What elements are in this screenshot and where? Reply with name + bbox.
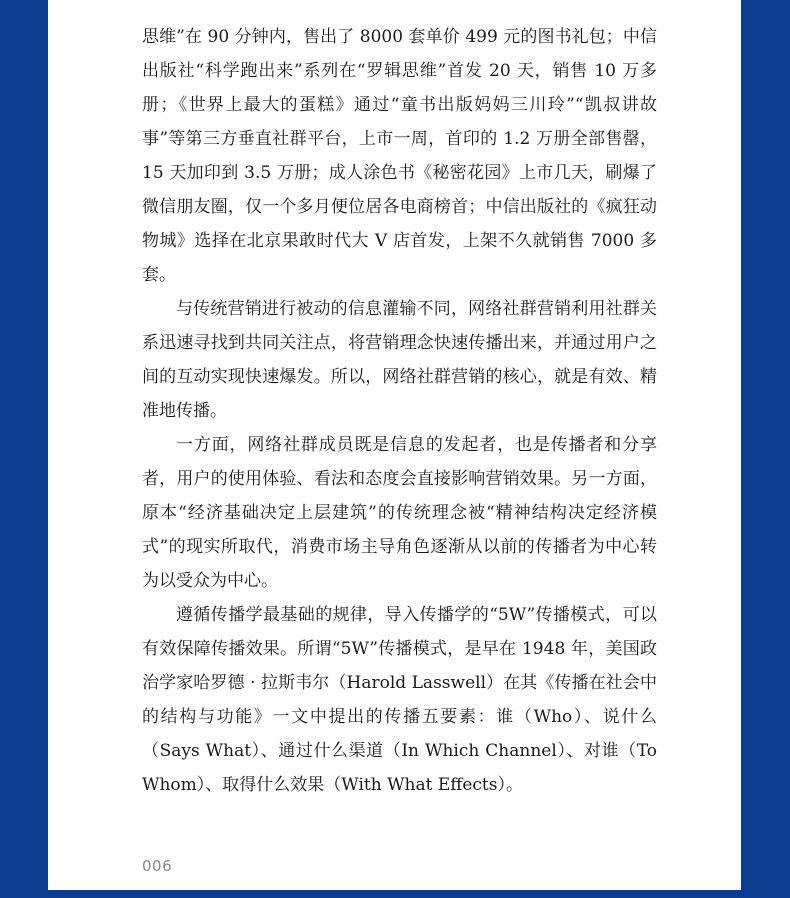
page-number: 006: [142, 857, 173, 875]
paragraph-2: 与传统营销进行被动的信息灌输不同，网络社群营销利用社群关系迅速寻找到共同关注点，将营销理念快速传播出来，并通过用户之间的互动实现快速爆发。所以，网络社群营销的核心，就是有效、精准地传播。: [142, 299, 657, 421]
body-text: [142, 20, 657, 802]
book-page: [48, 0, 741, 890]
paragraph-4: 遵循传播学最基础的规律，导入传播学的“5W”传播模式，可以有效保障传播效果。所谓“5W”传播模式，是早在 1948 年，美国政治学家哈罗德 · 拉斯韦尔（Harold Lasswell）在其《传播在社会中的结构与功能》一文中提出的传播五要素：谁（Who）、说什么（Says What）、通过什么渠道（In Which Channel）、对谁（To Whom）、取得什么效果（With What Effects）。: [142, 605, 657, 795]
paragraph-1: 思维”在 90 分钟内，售出了 8000 套单价 499 元的图书礼包；中信出版社“科学跑出来”系列在“罗辑思维”首发 20 天，销售 10 万多册；《世界上最大的蛋糕》通过“童书出版妈妈三川玲”“凯叔讲故事”等第三方垂直社群平台，上市一周，首印的 1.2 万册全部售罄，15 天加印到 3.5 万册；成人涂色书《秘密花园》上市几天，刷爆了微信朋友圈，仅一个多月便位居各电商榜首；中信出版社的《疯狂动物城》选择在北京果敢时代大 V 店首发，上架不久就销售 7000 多套。: [142, 27, 657, 285]
paragraph-3: 一方面，网络社群成员既是信息的发起者，也是传播者和分享者，用户的使用体验、看法和态度会直接影响营销效果。另一方面，原本“经济基础决定上层建筑”的传统理念被“精神结构决定经济模式”的现实所取代，消费市场主导角色逐渐从以前的传播者为中心转为以受众为中心。: [142, 435, 657, 591]
